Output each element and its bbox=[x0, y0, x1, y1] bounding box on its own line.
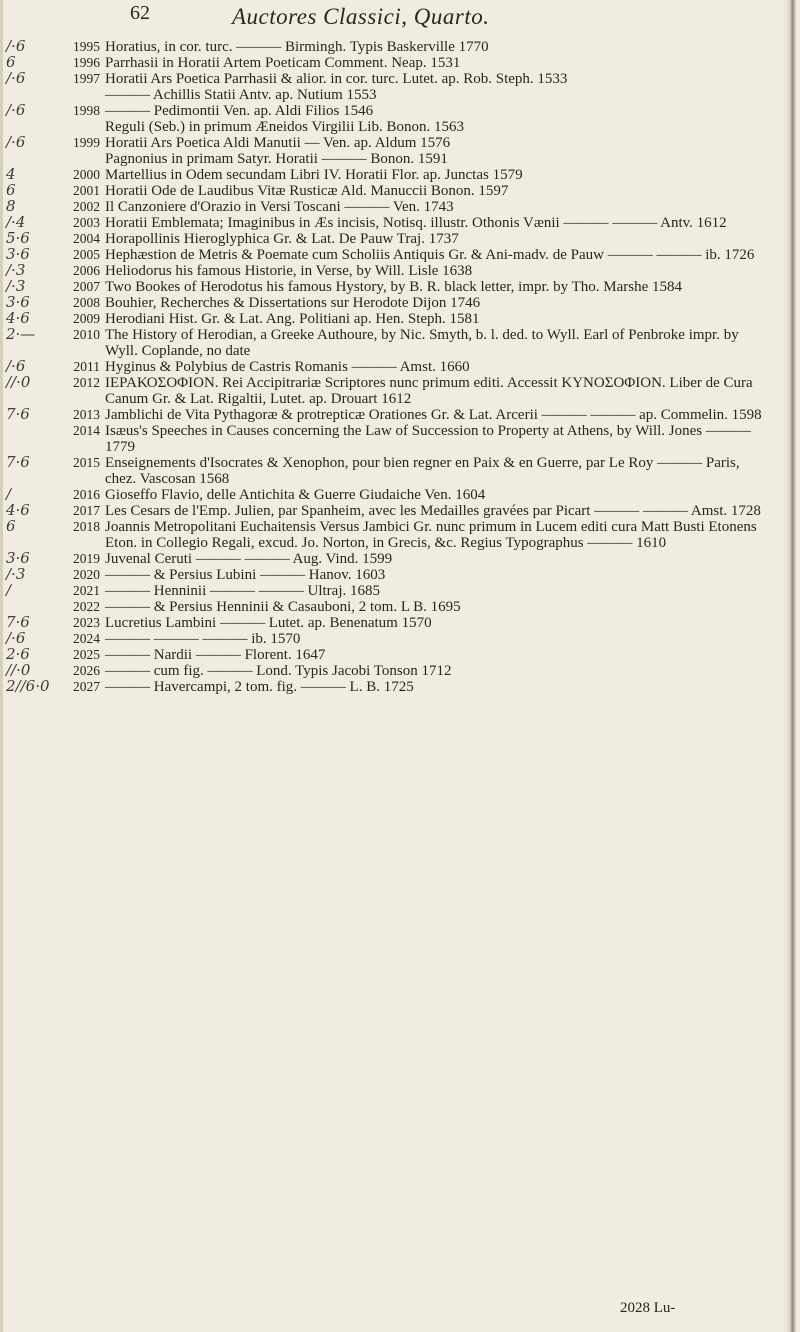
entry-text: ——— Havercampi, 2 tom. fig. ——— L. B. 1725 bbox=[105, 679, 414, 695]
entry-text: Horatius, in cor. turc. ——— Birmingh. Typis Baskerville 1770 bbox=[105, 39, 489, 55]
catalogue-entry bbox=[0, 631, 800, 647]
entry-text: Pagnonius in primam Satyr. Horatii ——— Bonon. 1591 bbox=[105, 151, 448, 167]
handwritten-price-mark: 4·6 bbox=[6, 501, 30, 519]
entry-text: Horatii Ars Poetica Parrhasii & alior. in cor. turc. Lutet. ap. Rob. Steph. 1533 bbox=[105, 71, 568, 87]
entry-text: Horatii Emblemata; Imaginibus in Æs incisis, Notisq. illustr. Othonis Vænii ——— ——— Antv. 1612 bbox=[105, 215, 727, 231]
handwritten-price-mark: 5·6 bbox=[6, 229, 30, 247]
catalogue-entry bbox=[0, 599, 800, 615]
catalogue-entry bbox=[0, 487, 800, 503]
handwritten-price-mark: /·6 bbox=[6, 357, 26, 375]
lot-number: 2012 bbox=[73, 375, 100, 390]
catalogue-entry bbox=[0, 247, 800, 263]
entry-text: Gioseffo Flavio, delle Antichita & Guerre Giudaiche Ven. 1604 bbox=[105, 487, 486, 503]
catalogue-entry bbox=[0, 455, 800, 487]
catalogue-entry bbox=[0, 295, 800, 311]
catalogue-entry bbox=[0, 311, 800, 327]
catalogue-entry bbox=[0, 503, 800, 519]
entry-text: Hephæstion de Metris & Poemate cum Scholiis Antiquis Gr. & Ani-madv. de Pauw ——— ——— ib. 1726 bbox=[105, 247, 755, 263]
lot-number: 2022 bbox=[73, 599, 100, 614]
handwritten-price-mark: 7·6 bbox=[6, 453, 30, 471]
lot-number: 2026 bbox=[73, 663, 100, 678]
running-title: Auctores Classici, Quarto. bbox=[232, 4, 490, 29]
catalogue-entry bbox=[0, 551, 800, 567]
entry-text: Horatii Ode de Laudibus Vitæ Rusticæ Ald. Manuccii Bonon. 1597 bbox=[105, 183, 509, 199]
handwritten-price-mark: 6 bbox=[6, 53, 16, 71]
entry-text: Juvenal Ceruti ——— ——— Aug. Vind. 1599 bbox=[105, 551, 393, 567]
entry-text: ——— & Persius Lubini ——— Hanov. 1603 bbox=[105, 567, 386, 583]
catalogue-entry bbox=[0, 167, 800, 183]
catalogue-entry bbox=[0, 423, 800, 455]
handwritten-price-mark: /·3 bbox=[6, 261, 26, 279]
lot-number: 1995 bbox=[73, 39, 100, 54]
catalogue-entry bbox=[0, 183, 800, 199]
catalogue-entry bbox=[0, 151, 800, 167]
catalogue-entry bbox=[0, 679, 800, 695]
lot-number: 2004 bbox=[73, 231, 100, 246]
catalogue-entry bbox=[0, 567, 800, 583]
catalogue-entry bbox=[0, 407, 800, 423]
catalogue-entry bbox=[0, 327, 800, 359]
catalogue-entry bbox=[0, 231, 800, 247]
handwritten-price-mark: //·0 bbox=[6, 661, 31, 679]
entry-text: Horatii Ars Poetica Aldi Manutii — Ven. ap. Aldum 1576 bbox=[105, 135, 451, 151]
lot-number: 2015 bbox=[73, 455, 100, 470]
lot-number: 2009 bbox=[73, 311, 100, 326]
lot-number: 2024 bbox=[73, 631, 100, 646]
handwritten-price-mark: /·6 bbox=[6, 133, 26, 151]
entry-text: Reguli (Seb.) in primum Æneidos Virgilii Lib. Bonon. 1563 bbox=[105, 119, 464, 135]
handwritten-price-mark: 6 bbox=[6, 181, 16, 199]
lot-number: 2018 bbox=[73, 519, 100, 534]
entry-text: ——— Nardii ——— Florent. 1647 bbox=[105, 647, 326, 663]
entry-text: ——— Pedimontii Ven. ap. Aldi Filios 1546 bbox=[105, 103, 374, 119]
handwritten-price-mark: 3·6 bbox=[6, 549, 30, 567]
catalogue-entry bbox=[0, 359, 800, 375]
entry-text: Heliodorus his famous Historie, in Verse, by Will. Lisle 1638 bbox=[105, 263, 473, 279]
entry-text: Lucretius Lambini ——— Lutet. ap. Benenatum 1570 bbox=[105, 615, 432, 631]
page-header bbox=[0, 0, 800, 40]
handwritten-price-mark: /·6 bbox=[6, 69, 26, 87]
catalogue-entry bbox=[0, 103, 800, 119]
entry-text: Les Cesars de l'Emp. Julien, par Spanheim, avec les Medailles gravées par Picart ——— ——— Amst. 1728 bbox=[105, 503, 761, 519]
entry-text: Joannis Metropolitani Euchaitensis Versus Jambici Gr. nunc primum in Lucem editi cura Matt Busti Etonens Eton. in Collegio Regali, excud. Jo. Norton, in Grecis, &c. Regius Typographus ——— 1610 bbox=[105, 519, 757, 551]
entry-text: Bouhier, Recherches & Dissertations sur Herodote Dijon 1746 bbox=[105, 295, 481, 311]
entry-text: ——— Achillis Statii Antv. ap. Nutium 1553 bbox=[105, 87, 377, 103]
lot-number: 2000 bbox=[73, 167, 100, 182]
lot-number: 1996 bbox=[73, 55, 100, 70]
lot-number: 2019 bbox=[73, 551, 100, 566]
catalogue-entry bbox=[0, 583, 800, 599]
handwritten-price-mark: 3·6 bbox=[6, 293, 30, 311]
lot-number: 2014 bbox=[73, 423, 100, 438]
lot-number: 2011 bbox=[73, 359, 100, 374]
handwritten-price-mark: / bbox=[6, 485, 12, 503]
lot-number: 2007 bbox=[73, 279, 100, 294]
entry-text: Il Canzoniere d'Orazio in Versi Toscani ——— Ven. 1743 bbox=[105, 199, 454, 215]
catalogue-entry bbox=[0, 279, 800, 295]
lot-number: 2020 bbox=[73, 567, 100, 582]
entry-text: The History of Herodian, a Greeke Authoure, by Nic. Smyth, b. l. ded. to Wyll. Earl of Penbroke impr. by Wyll. Coplande, no date bbox=[105, 327, 739, 359]
entry-text: ——— cum fig. ——— Lond. Typis Jacobi Tonson 1712 bbox=[105, 663, 452, 679]
lot-number: 1997 bbox=[73, 71, 100, 86]
lot-number: 2023 bbox=[73, 615, 100, 630]
handwritten-price-mark: /·6 bbox=[6, 37, 26, 55]
catalogue-entries bbox=[0, 39, 800, 695]
entry-text: Parrhasii in Horatii Artem Poeticam Comment. Neap. 1531 bbox=[105, 55, 461, 71]
lot-number: 2016 bbox=[73, 487, 100, 502]
entry-text: ——— & Persius Henninii & Casauboni, 2 tom. L B. 1695 bbox=[105, 599, 461, 615]
handwritten-price-mark: 8 bbox=[6, 197, 16, 215]
lot-number: 2008 bbox=[73, 295, 100, 310]
entry-text: ——— Henninii ——— ——— Ultraj. 1685 bbox=[105, 583, 380, 599]
handwritten-price-mark: 4·6 bbox=[6, 309, 30, 327]
catalogue-entry bbox=[0, 87, 800, 103]
catalogue-entry bbox=[0, 519, 800, 551]
handwritten-price-mark: 7·6 bbox=[6, 613, 30, 631]
handwritten-price-mark: 2·— bbox=[6, 325, 36, 343]
entry-text: Jamblichi de Vita Pythagoræ & protrepticæ Orationes Gr. & Lat. Arcerii ——— ——— ap. Commelin. 1598 bbox=[105, 407, 762, 423]
handwritten-price-mark: /·4 bbox=[6, 213, 26, 231]
lot-number: 2001 bbox=[73, 183, 100, 198]
handwritten-price-mark: 7·6 bbox=[6, 405, 30, 423]
lot-number: 2025 bbox=[73, 647, 100, 662]
handwritten-price-mark: 2·6 bbox=[6, 645, 30, 663]
handwritten-price-mark: 2//6·0 bbox=[6, 677, 50, 695]
catalogue-entry bbox=[0, 263, 800, 279]
catalogue-entry bbox=[0, 663, 800, 679]
catalogue-entry bbox=[0, 71, 800, 87]
lot-number: 2010 bbox=[73, 327, 100, 342]
lot-number: 2002 bbox=[73, 199, 100, 214]
catchword: 2028 Lu- bbox=[620, 1300, 676, 1316]
handwritten-price-mark: 6 bbox=[6, 517, 16, 535]
entry-text: ——— ——— ——— ib. 1570 bbox=[105, 631, 301, 647]
entry-text: Hyginus & Polybius de Castris Romanis ——— Amst. 1660 bbox=[105, 359, 470, 375]
catalogue-entry bbox=[0, 199, 800, 215]
entry-text: Enseignements d'Isocrates & Xenophon, pour bien regner en Paix & en Guerre, par Le Roy ——— Paris, chez. Vascosan 1568 bbox=[105, 455, 740, 487]
entry-text: Two Bookes of Herodotus his famous Hystory, by B. R. black letter, impr. by Tho. Marshe 1584 bbox=[105, 279, 683, 295]
page-number: 62 bbox=[130, 2, 150, 24]
handwritten-price-mark: /·6 bbox=[6, 101, 26, 119]
handwritten-price-mark: /·3 bbox=[6, 277, 26, 295]
catalogue-entry bbox=[0, 615, 800, 631]
lot-number: 2021 bbox=[73, 583, 100, 598]
lot-number: 2027 bbox=[73, 679, 100, 694]
entry-text: Horapollinis Hieroglyphica Gr. & Lat. De Pauw Traj. 1737 bbox=[105, 231, 459, 247]
handwritten-price-mark: / bbox=[6, 581, 12, 599]
lot-number: 2017 bbox=[73, 503, 100, 518]
handwritten-price-mark: //·0 bbox=[6, 373, 31, 391]
catalogue-entry bbox=[0, 647, 800, 663]
catalogue-entry bbox=[0, 135, 800, 151]
lot-number: 2013 bbox=[73, 407, 100, 422]
lot-number: 2003 bbox=[73, 215, 100, 230]
catalogue-entry bbox=[0, 215, 800, 231]
catalogue-entry bbox=[0, 55, 800, 71]
catalogue-entry bbox=[0, 375, 800, 407]
entry-text: ΙΕΡΑΚΟΣΟΦΙΟΝ. Rei Accipitrariæ Scriptores nunc primum editi. Accessit ΚΥΝΟΣΟΦΙΟΝ. Liber de Cura Canum Gr. & Lat. Rigaltii, Lutet. ap. Drouart 1612 bbox=[105, 375, 753, 407]
lot-number: 2006 bbox=[73, 263, 100, 278]
lot-number: 1998 bbox=[73, 103, 100, 118]
handwritten-price-mark: /·3 bbox=[6, 565, 26, 583]
lot-number: 1999 bbox=[73, 135, 100, 150]
entry-text: Martellius in Odem secundam Libri IV. Horatii Flor. ap. Junctas 1579 bbox=[105, 167, 523, 183]
lot-number: 2005 bbox=[73, 247, 100, 262]
entry-text: Herodiani Hist. Gr. & Lat. Ang. Politiani ap. Hen. Steph. 1581 bbox=[105, 311, 480, 327]
catalogue-entry bbox=[0, 119, 800, 135]
handwritten-price-mark: 3·6 bbox=[6, 245, 30, 263]
handwritten-price-mark: /·6 bbox=[6, 629, 26, 647]
catalogue-entry bbox=[0, 39, 800, 55]
entry-text: Isæus's Speeches in Causes concerning the Law of Succession to Property at Athens, by Will. Jones ——— 1779 bbox=[105, 423, 751, 455]
handwritten-price-mark: 4 bbox=[6, 165, 16, 183]
